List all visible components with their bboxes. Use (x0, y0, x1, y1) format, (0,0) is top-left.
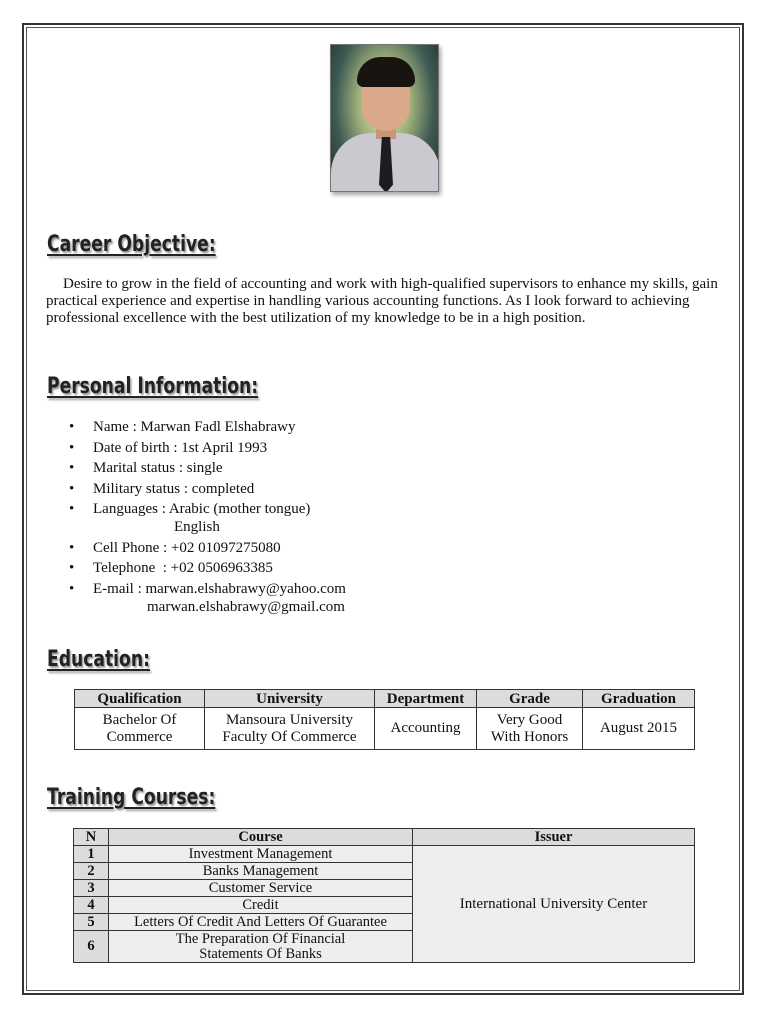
training-table (73, 828, 695, 963)
cell-qualification (75, 708, 205, 750)
languages-secondary: English (174, 519, 220, 535)
profile-photo (330, 44, 439, 192)
education-header-row (75, 690, 695, 708)
col-qualification: Qualification (75, 690, 205, 708)
table-row (74, 846, 695, 863)
course-number: 5 (74, 914, 109, 931)
university-line-1: Mansoura University (225, 711, 354, 728)
course-name: Letters Of Credit And Letters Of Guarantee (109, 914, 413, 931)
course-name (109, 931, 413, 963)
cell-department: Accounting (375, 708, 477, 750)
col-graduation: Graduation (583, 690, 695, 708)
career-objective-text: Desire to grow in the field of accounting and work with high-qualified supervisors to enhance my skills, gain practical experience and expertise in handling various accounting functions. As I look forward to achieving professional excellence with the best utilization of my knowledge to be in a high position. (46, 276, 718, 326)
col-university: University (205, 690, 375, 708)
qualification-line-2: Commerce (106, 728, 173, 745)
personal-marital: • Marital status : single (93, 459, 593, 477)
col-course: Course (109, 829, 413, 846)
cell-graduation: August 2015 (583, 708, 695, 750)
personal-name: • Name : Marwan Fadl Elshabrawy (93, 418, 593, 436)
course-number: 1 (74, 846, 109, 863)
course-name-line-1: The Preparation Of Financial (175, 930, 346, 947)
training-courses-heading: Training Courses: (47, 785, 216, 810)
university-line-2: Faculty Of Commerce (222, 728, 357, 745)
personal-dob: • Date of birth : 1st April 1993 (93, 439, 593, 457)
course-number: 4 (74, 897, 109, 914)
personal-languages (93, 500, 593, 536)
col-department: Department (375, 690, 477, 708)
col-grade: Grade (477, 690, 583, 708)
course-name: Credit (109, 897, 413, 914)
career-objective-heading: Career Objective: (47, 232, 216, 257)
personal-email (93, 580, 593, 616)
personal-info-list (93, 418, 593, 618)
education-heading: Education: (47, 647, 150, 672)
course-name: Investment Management (109, 846, 413, 863)
course-number: 3 (74, 880, 109, 897)
personal-military: • Military status : completed (93, 480, 593, 498)
personal-cell: • Cell Phone : +02 01097275080 (93, 539, 593, 557)
course-name-line-2: Statements Of Banks (199, 945, 322, 962)
personal-telephone: • Telephone : +02 0506963385 (93, 559, 593, 577)
course-issuer: International University Center (413, 846, 695, 963)
course-name: Banks Management (109, 863, 413, 880)
languages-primary: Languages : Arabic (mother tongue) (93, 501, 311, 517)
col-n: N (74, 829, 109, 846)
personal-information-heading: Personal Information: (47, 374, 259, 399)
cell-grade (477, 708, 583, 750)
training-header-row (74, 829, 695, 846)
course-name: Customer Service (109, 880, 413, 897)
email-primary: E-mail : marwan.elshabrawy@yahoo.com (93, 580, 346, 597)
education-table (74, 689, 695, 750)
course-number: 6 (74, 931, 109, 963)
col-issuer: Issuer (413, 829, 695, 846)
table-row (75, 708, 695, 750)
cell-university (205, 708, 375, 750)
grade-line-1: Very Good (496, 711, 563, 728)
grade-line-2: With Honors (490, 728, 569, 745)
qualification-line-1: Bachelor Of (102, 711, 177, 728)
email-secondary: marwan.elshabrawy@gmail.com (147, 598, 345, 615)
course-number: 2 (74, 863, 109, 880)
